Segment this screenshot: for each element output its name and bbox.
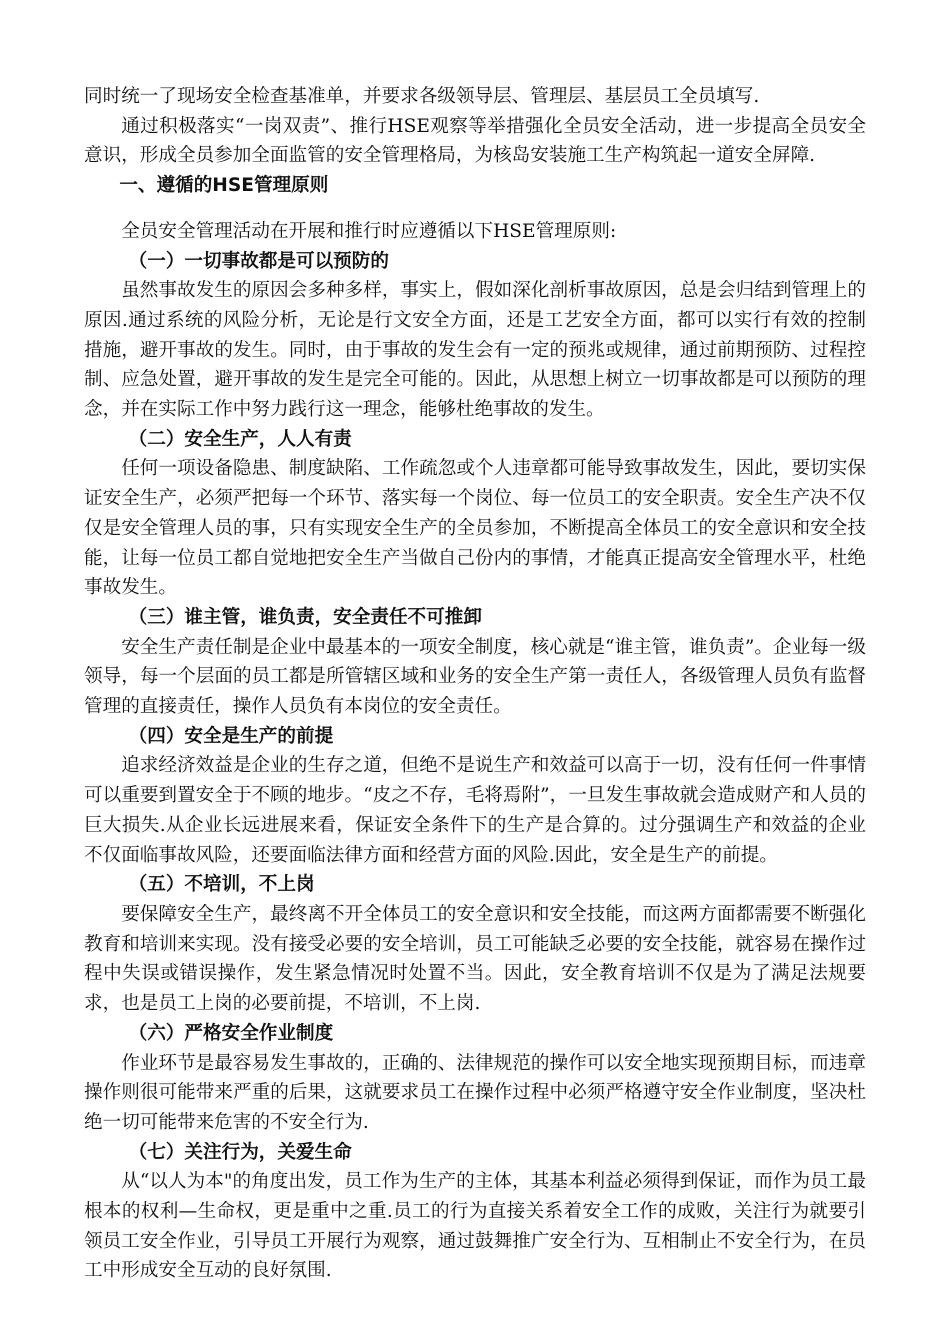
subheading-5: （五）不培训，不上岗 [128,874,315,896]
paragraph-7: 从“以人为本"的角度出发，员工作为生产的主体，其基本利益必须得到保证，而作为员工最根本的权利—生命权，更是重中之重.员工的行为直接关系着安全工作的成败，关注行为就要引领员工安全作业，引导员工开展行为观察，通过鼓舞推广安全行为、互相制止不安全行为，在员工中形成安全互动的良好氛围. [84,1171,866,1282]
subheading-4: （四）安全是生产的前提 [128,725,334,747]
subheading-2: （二）安全生产，人人有责 [128,428,352,450]
paragraph-4: 追求经济效益是企业的生存之道，但绝不是说生产和效益可以高于一切，没有任何一件事情可以重要到置安全于不顾的地步。“皮之不存，毛将焉附”，一旦发生事故就会造成财产和人员的巨大损失.从企业长远进展来看，保证安全条件下的生产是合算的。过分强调生产和效益的企业不仅面临事故风险，还要面临法律方面和经营方面的风险.因此，安全是生产的前提。 [84,755,866,866]
paragraph-3: 安全生产责任制是企业中最基本的一项安全制度，核心就是“谁主管，谁负责”。企业每一级领导，每一个层面的员工都是所管辖区域和业务的安全生产第一责任人，各级管理人员负有监督管理的直接责任，操作人员负有本岗位的安全责任。 [84,636,866,718]
paragraph-one-post-two-duties: 通过积极落实“一岗双责”、推行HSE观察等举措强化全员安全活动，进一步提高全员安全意识，形成全员参加全面监管的安全管理格局，为核岛安装施工生产构筑起一道安全屏障. [84,115,866,167]
paragraph-5: 要保障安全生产，最终离不开全体员工的安全意识和安全技能，而这两方面都需要不断强化教育和培训来实现。没有接受必要的安全培训，员工可能缺乏必要的安全技能，就容易在操作过程中失误或错误操作，发生紧急情况时处置不当。因此，安全教育培训不仅是为了满足法规要求，也是员工上岗的必要前提，不培训，不上岗. [84,903,866,1015]
paragraph-2: 任何一项设备隐患、制度缺陷、工作疏忽或个人违章都可能导致事故发生，因此，要切实保证安全生产，必须严把每一个环节、落实每一个岗位、每一位员工的安全职责。安全生产决不仅仅是安全管理人员的事，只有实现安全生产的全员参加，不断提高全体员工的安全意识和安全技能，让每一位员工都自觉地把安全生产当做自己份内的事情，才能真正提高安全管理水平，杜绝事故发生。 [84,458,866,599]
paragraph-principles-intro: 全员安全管理活动在开展和推行时应遵循以下HSE管理原则: [121,220,617,242]
paragraph-6: 作业环节是最容易发生事故的，正确的、法律规范的操作可以安全地实现预期目标，而违章操作则很可能带来严重的后果，这就要求员工在操作过程中必须严格遵守安全作业制度，坚决杜绝一切可能带来危害的不安全行为. [84,1052,866,1133]
subheading-3: （三）谁主管，谁负责，安全责任不可推卸 [128,606,482,628]
section-heading-hse-principles: 一、遵循的HSE管理原则 [119,175,329,197]
paragraph-1: 虽然事故发生的原因会多种多样，事实上，假如深化剖析事故原因，总是会归结到管理上的原因.通过系统的风险分析，无论是行文安全方面，还是工艺安全方面，都可以实行有效的控制措施，避开事故的发生。同时，由于事故的发生会有一定的预兆或规律，通过前期预防、过程控制、应急处置，避开事故的发生是完全可能的。因此，从思想上树立一切事故都是可以预防的理念，并在实际工作中努力践行这一理念，能够杜绝事故的发生。 [84,280,866,421]
subheading-6: （六）严格安全作业制度 [128,1022,334,1044]
subheading-7: （七）关注行为，关爱生命 [128,1141,352,1163]
paragraph-intro-continued: 同时统一了现场安全检查基准单，并要求各级领导层、管理层、基层员工全员填写. [84,86,760,107]
subheading-1: （一）一切事故都是可以预防的 [128,250,389,272]
spacer [84,201,866,217]
